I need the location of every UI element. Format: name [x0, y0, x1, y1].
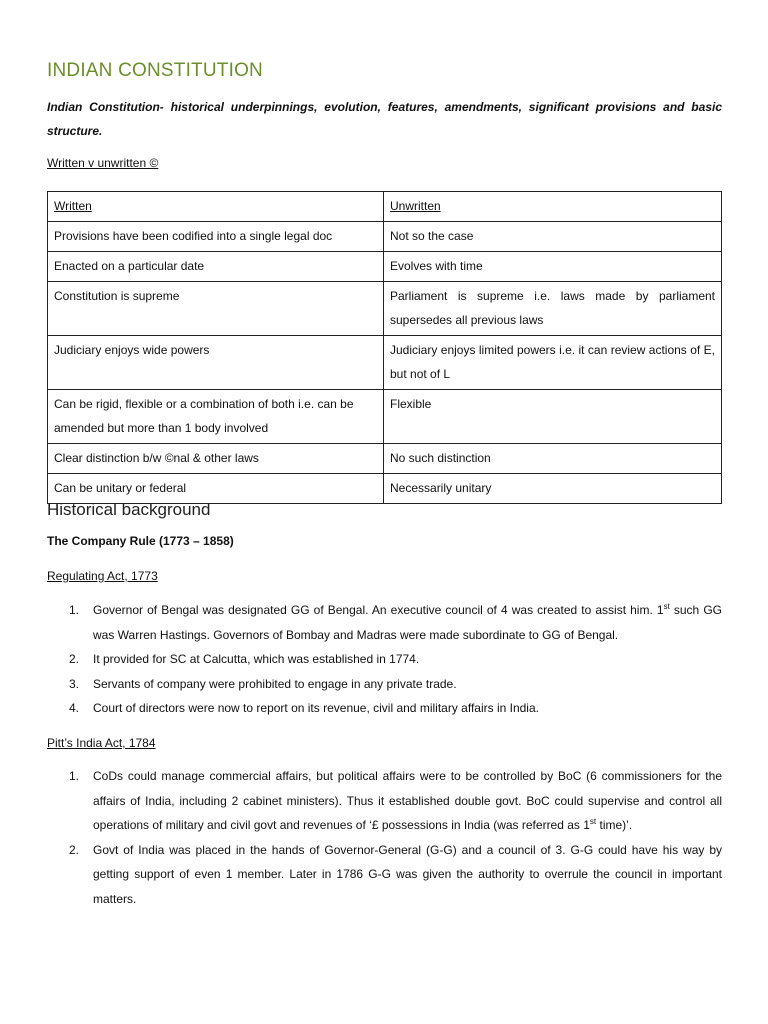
table-cell: Parliament is supreme i.e. laws made by parliament supersedes all previous laws: [384, 282, 722, 336]
written-heading: Written v unwritten ©: [47, 156, 159, 170]
table-cell: Judiciary enjoys wide powers: [48, 336, 384, 390]
table-header-cell: Unwritten: [384, 192, 722, 222]
table-cell: Can be unitary or federal: [48, 474, 384, 504]
list-text: Court of directors were now to report on its revenue, civil and military affairs in India.: [93, 701, 539, 715]
list-item: [47, 647, 722, 672]
page-title: INDIAN CONSTITUTION: [47, 60, 263, 81]
table-cell: Enacted on a particular date: [48, 252, 384, 282]
list-item: [47, 598, 722, 647]
table-row: [48, 252, 722, 282]
table-cell: Provisions have been codified into a single legal doc: [48, 222, 384, 252]
list-text: such GG was Warren Hastings. Governors of Bombay and Madras were made subordinate to GG of Bengal.: [93, 603, 722, 642]
table-row: [48, 222, 722, 252]
list-number: 2.: [69, 652, 80, 666]
table-cell: Can be rigid, flexible or a combination of both i.e. can be amended but more than 1 body involved: [48, 390, 384, 444]
list-text: It provided for SC at Calcutta, which was established in 1774.: [93, 652, 420, 666]
list-number: 1.: [69, 603, 80, 617]
comparison-table: [47, 191, 722, 504]
company-rule-heading: The Company Rule (1773 – 1858): [47, 534, 234, 548]
regulating-act-heading: Regulating Act, 1773: [47, 569, 158, 583]
table-cell: Necessarily unitary: [384, 474, 722, 504]
table-row: [48, 474, 722, 504]
table-cell: Clear distinction b/w ©nal & other laws: [48, 444, 384, 474]
list-number: 2.: [69, 842, 80, 857]
list-item: [47, 764, 722, 838]
list-text: Governor of Bengal was designated GG of Bengal. An executive council of 4 was created to assist him. 1: [93, 603, 664, 617]
list-item: [47, 838, 722, 912]
list-text: CoDs could manage commercial affairs, but political affairs were to be controlled by BoC (6 commissioners for the affairs of India, including 2 cabinet ministers). Thus it established double govt. BoC could supervise and control all operations of military and civil govt and revenues of ‘£ possessions in India (was referred as 1: [93, 769, 722, 832]
table-cell: Judiciary enjoys limited powers i.e. it can review actions of E, but not of L: [384, 336, 722, 390]
list-item: [47, 672, 722, 697]
historical-heading: Historical background: [47, 500, 211, 519]
list-number: 1.: [69, 769, 80, 783]
table-header-row: [48, 192, 722, 222]
table-cell: No such distinction: [384, 444, 722, 474]
regulating-act-list: [47, 598, 722, 721]
table-row: [48, 390, 722, 444]
list-item: [47, 696, 722, 721]
list-text: time)’.: [596, 818, 633, 832]
table-row: [48, 336, 722, 390]
table-header-cell: Written: [48, 192, 384, 222]
list-text: Govt of India was placed in the hands of Governor-General (G-G) and a council of 3. G-G could have his way by getting support of even 1 member. Later in 1786 G-G was given the authority to overrule the council in important matters.: [93, 842, 722, 906]
table-cell: Evolves with time: [384, 252, 722, 282]
table-cell: Not so the case: [384, 222, 722, 252]
pitts-act-list: [47, 764, 722, 911]
table-cell: Flexible: [384, 390, 722, 444]
table-row: [48, 444, 722, 474]
list-text: Servants of company were prohibited to engage in any private trade.: [93, 676, 457, 691]
intro-text: Indian Constitution- historical underpinnings, evolution, features, amendments, significant provisions and basic structure.: [47, 100, 722, 138]
table-row: [48, 282, 722, 336]
pitts-act-heading: Pitt’s India Act, 1784: [47, 736, 156, 750]
table-cell: Constitution is supreme: [48, 282, 384, 336]
list-number: 4.: [69, 701, 80, 715]
superscript: st: [589, 817, 597, 826]
list-number: 3.: [69, 676, 80, 691]
superscript: st: [663, 602, 670, 611]
